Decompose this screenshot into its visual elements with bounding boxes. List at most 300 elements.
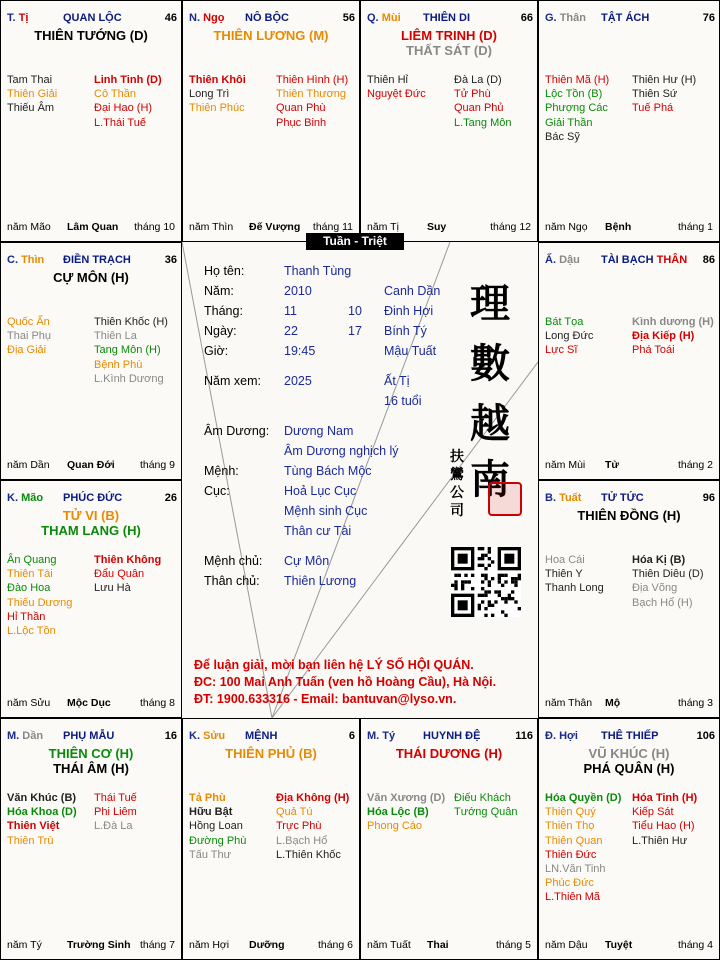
palace-number: 116 xyxy=(515,730,533,742)
minor-star: Trực Phù xyxy=(276,820,322,833)
palace-cell-thin[interactable] xyxy=(0,242,182,480)
value-menh: Tùng Bách Mộc xyxy=(284,464,372,478)
branch-name: Ngọ xyxy=(203,12,225,24)
palace-footer xyxy=(7,221,175,234)
minor-star: Địa Giải xyxy=(7,344,47,357)
value-ho-ten: Thanh Tùng xyxy=(284,264,352,278)
minor-star: Linh Tinh (D) xyxy=(94,74,162,86)
palace-title: NÔ BỘC xyxy=(245,12,289,24)
branch-prefix: K. xyxy=(7,492,18,504)
label-nam-xem: Năm xem: xyxy=(204,374,261,388)
value-tuoi: 16 tuổi xyxy=(384,394,422,408)
brand-char-4: 南 xyxy=(470,456,510,503)
minor-stars-left xyxy=(545,315,593,358)
minor-star: Thiên Khốc (H) xyxy=(94,316,168,328)
minor-star: Thiên La xyxy=(94,330,137,343)
minor-star: Đà La (D) xyxy=(454,74,502,86)
than-marker: THÂN xyxy=(656,254,688,266)
minor-star: Thiên Y xyxy=(545,568,583,581)
minor-star: Phong Cáo xyxy=(367,820,423,833)
palace-stage: Lâm Quan xyxy=(67,221,119,233)
palace-name xyxy=(63,730,114,742)
minor-star: Thiếu Dương xyxy=(7,596,73,609)
palace-header xyxy=(545,492,715,506)
minor-stars-left xyxy=(367,73,426,101)
palace-month: tháng 7 xyxy=(139,939,175,951)
palace-number: 6 xyxy=(348,730,355,742)
palace-header xyxy=(7,730,177,744)
branch-prefix: N. xyxy=(189,12,200,24)
minor-star: Quả Tú xyxy=(276,806,313,819)
palace-name xyxy=(601,254,687,266)
brand-small-3: 公 xyxy=(450,485,464,501)
minor-star: Thiếu Âm xyxy=(7,102,55,115)
label-ngay: Ngày: xyxy=(204,324,237,338)
brand-small-4: 司 xyxy=(450,503,464,519)
branch-prefix: K. xyxy=(189,730,200,742)
branch-prefix: Ấ. xyxy=(545,254,556,266)
palace-stage: Trường Sinh xyxy=(67,939,131,951)
branch-name: Mùi xyxy=(381,12,401,24)
branch-name: Sửu xyxy=(203,730,226,742)
minor-star: Thiên Việt xyxy=(7,820,60,833)
palace-cell-ty[interactable] xyxy=(360,718,538,960)
palace-year: năm Mùi xyxy=(545,459,586,471)
palace-number: 106 xyxy=(696,730,715,742)
minor-star: Ân Quang xyxy=(7,554,57,566)
minor-star: Bác Sỹ xyxy=(545,130,580,143)
minor-stars-left xyxy=(7,553,72,638)
palace-branch xyxy=(367,12,401,24)
palace-cell-ngo[interactable] xyxy=(182,0,360,242)
palace-year: năm Tý xyxy=(7,939,42,951)
palace-name xyxy=(245,12,289,24)
palace-footer xyxy=(545,697,713,710)
minor-stars-left xyxy=(189,791,246,862)
contact-line-2: ĐC: 100 Mai Anh Tuấn (ven hồ Hoàng Cầu), Hà Nội. xyxy=(194,675,497,689)
palace-stage: Bệnh xyxy=(605,221,632,233)
palace-cell-tuat[interactable] xyxy=(538,480,720,718)
value-gio: 19:45 xyxy=(284,344,316,358)
minor-star: Thiên Quý xyxy=(545,806,596,819)
minor-stars-right xyxy=(632,315,714,358)
minor-star: Lực Sĩ xyxy=(545,344,578,357)
palace-name xyxy=(423,730,480,742)
minor-star: Thiên Thọ xyxy=(545,820,595,833)
minor-star: Văn Xương (D) xyxy=(367,792,446,804)
palace-footer xyxy=(545,459,713,472)
value-cuc: Hoả Lục Cục xyxy=(284,484,357,498)
minor-star: Thiên Đức xyxy=(545,848,597,861)
minor-star: L.Thiên Mã xyxy=(545,891,601,904)
palace-year: năm Thân xyxy=(545,697,593,709)
branch-name: Tuất xyxy=(559,492,582,504)
palace-cell-hoi[interactable] xyxy=(538,718,720,960)
label-nam: Năm: xyxy=(204,284,234,298)
palace-stage: Dưỡng xyxy=(249,939,285,951)
branch-prefix: M. xyxy=(7,730,20,742)
palace-branch xyxy=(545,12,586,24)
palace-header xyxy=(545,254,715,268)
palace-header xyxy=(367,730,533,744)
minor-star: Cô Thần xyxy=(94,88,136,101)
value-thang: 11 xyxy=(284,304,297,318)
minor-stars-right xyxy=(632,553,704,610)
minor-star: Bệnh Phù xyxy=(94,358,143,371)
brand-char-2: 數 xyxy=(470,340,510,387)
minor-star: L.Thái Tuế xyxy=(94,116,146,129)
minor-star: Địa Kiếp (H) xyxy=(632,330,695,343)
minor-star: Tam Thai xyxy=(7,74,53,86)
minor-star: L.Bạch Hổ xyxy=(276,834,328,847)
palace-cell-suu[interactable] xyxy=(182,718,360,960)
palace-stage: Đế Vượng xyxy=(249,221,301,233)
palace-header xyxy=(189,12,355,26)
value-menh-chu: Cự Môn xyxy=(284,554,330,568)
palace-stage: Mộ xyxy=(605,697,621,709)
palace-footer xyxy=(545,221,713,234)
palace-branch xyxy=(7,12,28,24)
minor-star: Tang Môn (H) xyxy=(94,344,161,357)
palace-month: tháng 8 xyxy=(139,697,175,709)
palace-month: tháng 9 xyxy=(139,459,175,471)
minor-star: Thiên Sứ xyxy=(632,88,678,101)
minor-star: Thiên Diêu (D) xyxy=(632,568,704,581)
branch-name: Thìn xyxy=(21,254,45,266)
palace-name xyxy=(63,12,122,24)
palace-year: năm Dậu xyxy=(545,939,588,951)
palace-cell-mao[interactable] xyxy=(0,480,182,718)
minor-star: L.Kình Dương xyxy=(94,372,164,385)
palace-title: TÀI BẠCH xyxy=(601,254,654,266)
label-am-duong: Âm Dương: xyxy=(204,424,270,438)
minor-stars-right xyxy=(94,553,161,596)
minor-star: Thanh Long xyxy=(545,582,604,595)
minor-star: Thiên Trù xyxy=(7,834,54,847)
minor-stars-right xyxy=(276,791,349,862)
minor-star: Lưu Hà xyxy=(94,582,131,595)
minor-star: Đẩu Quân xyxy=(94,568,145,581)
value-nam-xem: 2025 xyxy=(284,374,312,388)
minor-stars-left xyxy=(189,73,246,116)
branch-name: Dậu xyxy=(559,254,580,266)
branch-prefix: Đ. xyxy=(545,730,556,742)
palace-stage: Tuyệt xyxy=(605,939,633,951)
palace-name xyxy=(63,254,131,266)
palace-footer xyxy=(189,939,353,952)
brand-char-3: 越 xyxy=(470,400,510,447)
palace-cell-ti[interactable] xyxy=(0,0,182,242)
label-than-chu: Thân chủ: xyxy=(204,574,260,588)
branch-name: Hợi xyxy=(559,730,578,742)
minor-star: Lộc Tồn (B) xyxy=(545,88,603,101)
brand-small-1: 扶 xyxy=(450,449,464,465)
seal-stamp xyxy=(488,482,522,516)
palace-stage: Quan Đới xyxy=(67,459,115,471)
minor-star: Thái Tuế xyxy=(94,792,137,804)
branch-prefix: G. xyxy=(545,12,557,24)
center-info-panel xyxy=(182,242,538,718)
minor-star: Địa Không (H) xyxy=(276,792,350,804)
value-nam: 2010 xyxy=(284,284,312,298)
palace-name xyxy=(601,492,644,504)
minor-stars-right xyxy=(632,73,696,116)
minor-star: Điếu Khách xyxy=(454,792,511,804)
minor-star: Phượng Các xyxy=(545,102,608,115)
minor-stars-left xyxy=(7,73,57,116)
palace-footer xyxy=(7,697,175,710)
palace-number: 86 xyxy=(702,254,715,266)
palace-month: tháng 6 xyxy=(317,939,353,951)
minor-star: Quan Phù xyxy=(276,102,326,115)
palace-title: PHỤ MẪU xyxy=(63,730,115,742)
minor-star: L.Thiên Hư xyxy=(632,834,688,847)
value-am-duong: Dương Nam xyxy=(284,424,354,438)
major-star: THIÊN ĐỒNG (H) xyxy=(577,508,681,523)
major-star: THÁI ÂM (H) xyxy=(53,761,129,776)
minor-star: Quan Phủ xyxy=(454,102,504,115)
minor-star: Tử Phù xyxy=(454,88,491,101)
label-menh: Mệnh: xyxy=(204,464,239,478)
palace-cell-mui[interactable] xyxy=(360,0,538,242)
major-star: LIÊM TRINH (D) xyxy=(400,28,498,43)
minor-star: Đại Hao (H) xyxy=(94,102,153,115)
palace-branch xyxy=(189,730,225,742)
minor-star: Bát Tọa xyxy=(545,316,584,328)
palace-cell-than[interactable] xyxy=(538,0,720,242)
palace-month: tháng 11 xyxy=(312,221,353,233)
minor-stars-right xyxy=(276,73,348,130)
palace-footer xyxy=(545,939,713,952)
major-star: THIÊN TƯỚNG (D) xyxy=(34,28,148,43)
minor-stars-left xyxy=(545,791,621,905)
minor-stars-right xyxy=(94,791,137,834)
palace-header xyxy=(545,12,715,26)
major-star: THIÊN CƠ (H) xyxy=(48,746,134,761)
palace-header xyxy=(545,730,715,744)
branch-prefix: T. xyxy=(7,12,16,24)
branch-name: Thân xyxy=(559,12,586,24)
minor-star: Thiên Giải xyxy=(7,88,58,101)
major-star: PHÁ QUÂN (H) xyxy=(583,761,675,776)
minor-star: Tiểu Hao (H) xyxy=(632,820,695,833)
minor-star: Hữu Bật xyxy=(189,806,233,819)
branch-prefix: B. xyxy=(545,492,556,504)
value-ngay-can: Bính Tý xyxy=(384,324,427,338)
value-thang-am: 10 xyxy=(348,304,362,318)
palace-branch xyxy=(545,254,580,266)
minor-star: L.Đà La xyxy=(94,820,133,833)
minor-star: Thiên Phúc xyxy=(189,102,245,115)
palace-footer xyxy=(367,939,531,952)
value-ngay: 22 xyxy=(284,324,298,338)
major-star: THIÊN PHỦ (B) xyxy=(225,746,317,761)
palace-year: năm Sửu xyxy=(7,697,51,709)
palace-header xyxy=(7,492,177,506)
palace-month: tháng 4 xyxy=(677,939,713,951)
value-than-chu: Thiên Lương xyxy=(284,574,357,588)
minor-star: Thiên Không xyxy=(94,554,162,566)
palace-header xyxy=(7,254,177,268)
minor-stars-right xyxy=(94,73,162,130)
major-star: VŨ KHÚC (H) xyxy=(588,746,670,761)
major-star: THIÊN LƯƠNG (M) xyxy=(213,28,329,43)
palace-number: 16 xyxy=(164,730,177,742)
palace-title: THIÊN DI xyxy=(423,12,471,24)
palace-month: tháng 1 xyxy=(677,221,713,233)
minor-stars-left xyxy=(545,553,604,596)
palace-year: năm Mão xyxy=(7,221,51,233)
palace-title: TỬ TỨC xyxy=(601,492,644,504)
minor-star: Tả Phù xyxy=(189,792,226,804)
palace-year: năm Ngọ xyxy=(545,221,588,233)
minor-star: Long Trì xyxy=(189,88,230,101)
minor-star: Thiên Quan xyxy=(545,834,603,847)
minor-stars-right xyxy=(94,315,168,386)
minor-star: Kiếp Sát xyxy=(632,806,674,819)
minor-star: Hỉ Thần xyxy=(7,610,46,623)
major-star: THẤT SÁT (D) xyxy=(406,43,492,58)
minor-star: L.Tang Môn xyxy=(454,116,512,129)
minor-star: Thiên Hư (H) xyxy=(632,74,697,86)
minor-star: Hóa Tinh (H) xyxy=(632,792,698,804)
palace-name xyxy=(63,492,122,504)
minor-star: Giải Thần xyxy=(545,116,593,129)
branch-prefix: C. xyxy=(7,254,18,266)
label-thang: Tháng: xyxy=(204,304,243,318)
minor-star: Phúc Đức xyxy=(545,877,594,890)
palace-branch xyxy=(7,492,43,504)
major-star: CỰ MÔN (H) xyxy=(53,270,129,285)
major-star: THAM LANG (H) xyxy=(41,523,141,538)
palace-year: năm Dần xyxy=(7,459,50,471)
palace-header xyxy=(189,730,355,744)
palace-branch xyxy=(189,12,224,24)
major-star: TỬ VI (B) xyxy=(62,508,120,523)
branch-name: Dần xyxy=(22,730,44,742)
palace-branch xyxy=(367,730,395,742)
minor-star: L.Thiên Khốc xyxy=(276,848,341,861)
minor-star: Nguyệt Đức xyxy=(367,88,426,101)
palace-stage: Thai xyxy=(427,939,449,951)
minor-star: Quốc Ấn xyxy=(7,316,50,328)
tuan-triet-label: Tuần - Triệt xyxy=(306,233,404,250)
palace-title: HUYNH ĐỆ xyxy=(423,730,481,742)
palace-number: 36 xyxy=(164,254,177,266)
minor-star: Hóa Kị (B) xyxy=(632,554,686,566)
minor-star: Hóa Quyền (D) xyxy=(545,792,622,804)
minor-star: Đào Hoa xyxy=(7,582,51,595)
palace-year: năm Thìn xyxy=(189,221,234,233)
minor-star: Phá Toái xyxy=(632,344,675,357)
minor-star: LN.Văn Tinh xyxy=(545,862,606,875)
palace-number: 56 xyxy=(342,12,355,24)
value-thang-can: Đinh Hợi xyxy=(384,304,434,318)
brand-char-1: 理 xyxy=(470,280,510,327)
palace-title: THÊ THIẾP xyxy=(601,730,659,742)
palace-month: tháng 2 xyxy=(677,459,713,471)
palace-stage: Tử xyxy=(605,459,620,471)
palace-header xyxy=(7,12,177,26)
minor-star: Thiên Hình (H) xyxy=(276,74,349,86)
minor-star: Thiên Mã (H) xyxy=(545,74,610,86)
minor-star: Phục Binh xyxy=(276,116,327,129)
label-menh-chu: Mệnh chủ: xyxy=(204,554,263,568)
minor-star: Đường Phù xyxy=(189,834,247,847)
minor-stars-right xyxy=(632,791,697,848)
minor-stars-right xyxy=(454,791,518,819)
minor-star: Hồng Loan xyxy=(189,820,243,833)
palace-stage: Suy xyxy=(427,221,447,233)
palace-cell-dau[interactable] xyxy=(538,242,720,480)
value-ngay-am: 17 xyxy=(348,324,362,338)
palace-month: tháng 12 xyxy=(490,221,531,233)
qr-code-icon[interactable] xyxy=(451,547,521,617)
palace-title: QUAN LỘC xyxy=(63,12,122,24)
contact-line-1: Để luận giải, mời bạn liên hệ LÝ SỐ HỘI QUÁN. xyxy=(194,658,474,672)
palace-title: TẬT ÁCH xyxy=(601,12,650,24)
label-cuc: Cục: xyxy=(204,484,230,498)
minor-stars-left xyxy=(545,73,609,144)
value-nam-can: Canh Dần xyxy=(384,284,441,298)
minor-stars-left xyxy=(7,791,77,848)
minor-star: Thai Phụ xyxy=(7,330,52,343)
palace-number: 66 xyxy=(520,12,533,24)
palace-footer xyxy=(7,459,175,472)
minor-star: Hóa Lộc (B) xyxy=(367,806,429,819)
minor-star: Tấu Thư xyxy=(189,848,232,861)
palace-name xyxy=(423,12,470,24)
minor-star: Thiên Tài xyxy=(7,568,53,581)
minor-stars-left xyxy=(7,315,51,358)
value-nam-xem-can: Ất Tị xyxy=(384,374,410,388)
minor-star: Hóa Khoa (D) xyxy=(7,806,77,819)
palace-number: 76 xyxy=(702,12,715,24)
minor-stars-left xyxy=(367,791,445,834)
palace-title: PHÚC ĐỨC xyxy=(63,492,123,504)
palace-name xyxy=(245,730,277,742)
minor-star: Hoa Cái xyxy=(545,554,585,566)
branch-name: Tý xyxy=(382,730,396,742)
value-gio-can: Mậu Tuất xyxy=(384,344,437,358)
palace-title: ĐIỀN TRẠCH xyxy=(63,254,131,266)
branch-name: Tị xyxy=(18,12,29,24)
palace-number: 46 xyxy=(164,12,177,24)
minor-star: Văn Khúc (B) xyxy=(7,792,77,804)
palace-header xyxy=(367,12,533,26)
palace-cell-dan[interactable] xyxy=(0,718,182,960)
palace-branch xyxy=(545,730,578,742)
brand-small-2: 鸞 xyxy=(450,467,464,483)
minor-stars-right xyxy=(454,73,511,130)
minor-star: Long Đức xyxy=(545,330,594,343)
palace-month: tháng 3 xyxy=(677,697,713,709)
palace-branch xyxy=(545,492,581,504)
palace-month: tháng 5 xyxy=(495,939,531,951)
palace-footer xyxy=(7,939,175,952)
minor-star: Bạch Hổ (H) xyxy=(632,596,693,609)
minor-star: L.Lộc Tồn xyxy=(7,624,56,637)
value-am-duong-2: Âm Dương nghịch lý xyxy=(284,444,399,458)
minor-star: Tuế Phá xyxy=(632,102,674,115)
palace-year: năm Hợi xyxy=(189,939,230,951)
palace-stage: Mộc Dục xyxy=(67,697,111,709)
branch-prefix: M. xyxy=(367,730,380,742)
minor-star: Thiên Khôi xyxy=(189,74,246,86)
value-cuc-3: Thân cư Tài xyxy=(284,524,352,538)
major-star: THÁI DƯƠNG (H) xyxy=(395,746,503,761)
palace-branch xyxy=(7,254,44,266)
